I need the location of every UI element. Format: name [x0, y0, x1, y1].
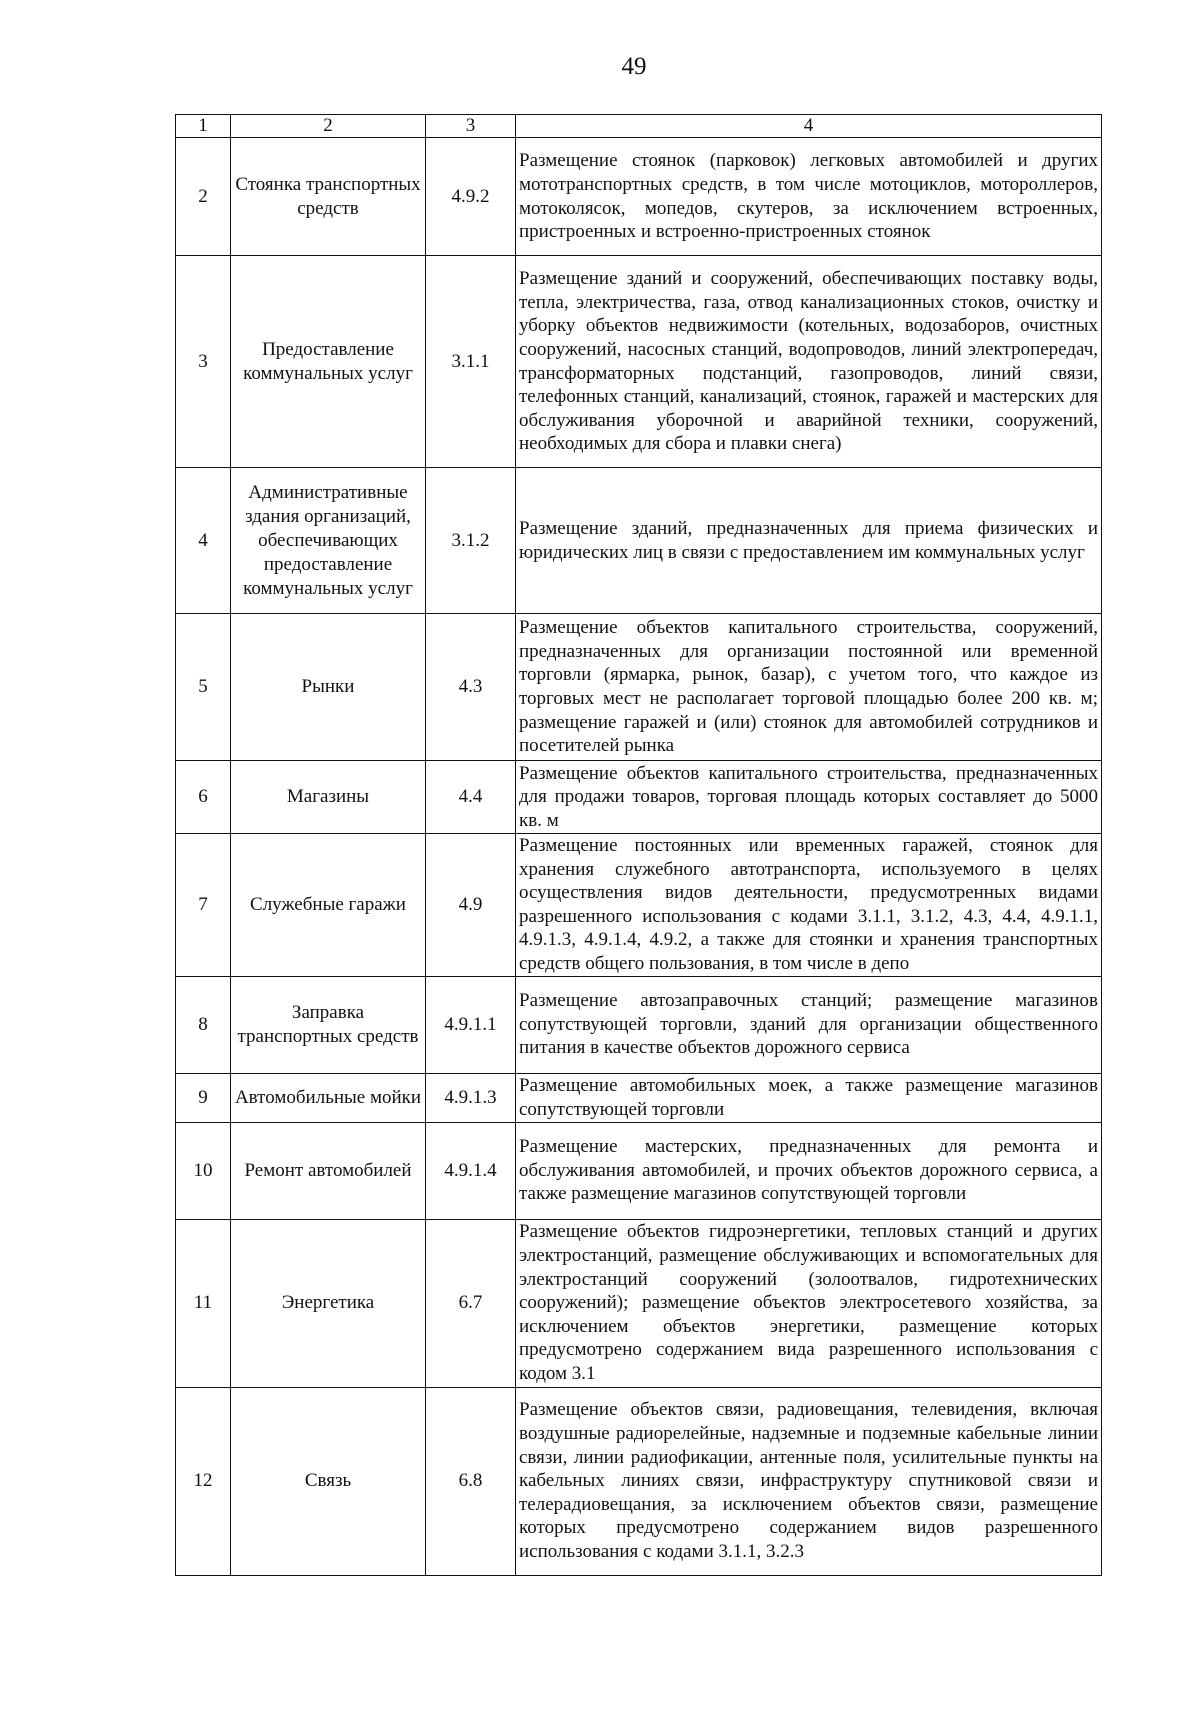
use-name: Рынки — [231, 614, 426, 761]
row-number: 9 — [176, 1073, 231, 1122]
use-code: 6.7 — [426, 1219, 516, 1387]
use-code: 4.9.1.3 — [426, 1073, 516, 1122]
use-description: Размещение постоянных или временных гаражей, стоянок для хранения служебного автотранспорта, используемого в целях осуществления видов деятельности, предусмотренных видами разрешенного использования с кодами 3.1.1, 3.1.2, 4.3, 4.4, 4.9.1.1, 4.9.1.3, 4.9.1.4, 4.9.2, а также для стоянки и хранения транспортных средств общего пользования, в том числе в депо — [516, 834, 1102, 977]
header-cell: 3 — [426, 115, 516, 138]
table-row — [176, 138, 1102, 256]
page-number: 49 — [621, 53, 647, 80]
header-cell: 2 — [231, 115, 426, 138]
table-row — [176, 1073, 1102, 1122]
use-name: Магазины — [231, 761, 426, 834]
row-number: 10 — [176, 1122, 231, 1219]
use-description: Размещение зданий, предназначенных для приема физических и юридических лиц в связи с предоставлением им коммунальных услуг — [516, 468, 1102, 614]
row-number: 2 — [176, 138, 231, 256]
use-name: Связь — [231, 1387, 426, 1575]
use-name: Предоставление коммунальных услуг — [231, 256, 426, 468]
use-description: Размещение автозаправочных станций; размещение магазинов сопутствующей торговли, зданий для организации общественного питания в качестве объектов дорожного сервиса — [516, 976, 1102, 1073]
use-code: 6.8 — [426, 1387, 516, 1575]
table-row — [176, 1122, 1102, 1219]
use-description: Размещение объектов связи, радиовещания, телевидения, включая воздушные радиорелейные, надземные и подземные кабельные линии связи, линии радиофикации, антенные поля, усилительные пункты на кабельных линиях связи, инфраструктуру спутниковой связи и телерадиовещания, за исключением объектов связи, размещение которых предусмотрено содержанием видов разрешенного использования с кодами 3.1.1, 3.2.3 — [516, 1387, 1102, 1575]
use-name: Автомобильные мойки — [231, 1073, 426, 1122]
row-number: 11 — [176, 1219, 231, 1387]
table-row — [176, 256, 1102, 468]
row-number: 4 — [176, 468, 231, 614]
table-row — [176, 1219, 1102, 1387]
table-row — [176, 614, 1102, 761]
table-row — [176, 1387, 1102, 1575]
table-row — [176, 761, 1102, 834]
use-code: 3.1.1 — [426, 256, 516, 468]
use-description: Размещение объектов гидроэнергетики, тепловых станций и других электростанций, размещение обслуживающих и вспомогательных для электростанций сооружений (золоотвалов, гидротехнических сооружений); размещение объектов электросетевого хозяйства, за исключением объектов энергетики, размещение которых предусмотрено содержанием вида разрешенного использования с кодом 3.1 — [516, 1219, 1102, 1387]
use-code: 4.9.2 — [426, 138, 516, 256]
use-description: Размещение автомобильных моек, а также размещение магазинов сопутствующей торговли — [516, 1073, 1102, 1122]
row-number: 6 — [176, 761, 231, 834]
row-number: 5 — [176, 614, 231, 761]
row-number: 12 — [176, 1387, 231, 1575]
table-row — [176, 976, 1102, 1073]
use-name: Стоянка транспортных средств — [231, 138, 426, 256]
header-cell: 4 — [516, 115, 1102, 138]
use-name: Энергетика — [231, 1219, 426, 1387]
row-number: 7 — [176, 834, 231, 977]
use-name: Ремонт автомобилей — [231, 1122, 426, 1219]
use-description: Размещение объектов капитального строительства, предназначенных для продажи товаров, торговая площадь которых составляет до 5000 кв. м — [516, 761, 1102, 834]
use-code: 3.1.2 — [426, 468, 516, 614]
use-name: Заправка транспортных средств — [231, 976, 426, 1073]
use-code: 4.9 — [426, 834, 516, 977]
use-code: 4.4 — [426, 761, 516, 834]
land-use-table — [175, 114, 1102, 1576]
use-code: 4.9.1.4 — [426, 1122, 516, 1219]
use-description: Размещение стоянок (парковок) легковых автомобилей и других мототранспортных средств, в том числе мотоциклов, мотороллеров, мотоколясок, мопедов, скутеров, за исключением встроенных, пристроенных и встроенно-пристроенных стоянок — [516, 138, 1102, 256]
use-name: Административные здания организаций, обеспечивающих предоставление коммунальных услуг — [231, 468, 426, 614]
use-name: Служебные гаражи — [231, 834, 426, 977]
row-number: 8 — [176, 976, 231, 1073]
use-description: Размещение мастерских, предназначенных для ремонта и обслуживания автомобилей, и прочих объектов дорожного сервиса, а также размещение магазинов сопутствующей торговли — [516, 1122, 1102, 1219]
use-code: 4.9.1.1 — [426, 976, 516, 1073]
use-code: 4.3 — [426, 614, 516, 761]
table-row — [176, 834, 1102, 977]
use-description: Размещение объектов капитального строительства, сооружений, предназначенных для организации постоянной или временной торговли (ярмарка, рынок, базар), с учетом того, что каждое из торговых мест не располагает торговой площадью более 200 кв. м; размещение гаражей и (или) стоянок для автомобилей сотрудников и посетителей рынка — [516, 614, 1102, 761]
header-cell: 1 — [176, 115, 231, 138]
use-description: Размещение зданий и сооружений, обеспечивающих поставку воды, тепла, электричества, газа, отвод канализационных стоков, очистку и уборку объектов недвижимости (котельных, водозаборов, очистных сооружений, насосных станций, водопроводов, линий электропередач, трансформаторных подстанций, газопроводов, линий связи, телефонных станций, канализаций, стоянок, гаражей и мастерских для обслуживания уборочной и аварийной техники, сооружений, необходимых для сбора и плавки снега) — [516, 256, 1102, 468]
table-row — [176, 468, 1102, 614]
table-header-row — [176, 115, 1102, 138]
row-number: 3 — [176, 256, 231, 468]
